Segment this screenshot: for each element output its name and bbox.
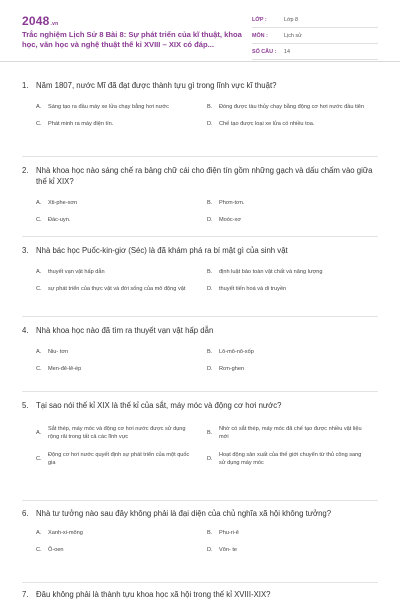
option-letter: A. xyxy=(36,348,42,355)
option-d[interactable] xyxy=(207,360,378,377)
option-text: Đác-uyn. xyxy=(48,216,71,223)
option-d[interactable] xyxy=(207,447,378,470)
option-text: Moóc-xơ xyxy=(219,216,242,223)
option-text: Sáng tạo ra đầu máy xe lửa chạy bằng hơi nước xyxy=(48,103,169,110)
question-1 xyxy=(22,80,378,132)
meta-label: SỐ CÂU : xyxy=(252,48,277,55)
meta-value: Lịch sử xyxy=(284,32,302,39)
question-3 xyxy=(22,245,378,297)
option-b[interactable] xyxy=(207,263,378,280)
option-a[interactable] xyxy=(36,343,207,360)
divider xyxy=(22,391,378,392)
option-c[interactable] xyxy=(36,280,207,297)
meta-value: Lớp 8 xyxy=(284,16,299,23)
option-d[interactable] xyxy=(207,280,378,297)
option-text: Xanh-xi-mông xyxy=(48,529,83,536)
site-logo[interactable] xyxy=(22,14,58,28)
question-text: Nhà tư tưởng nào sau đây không phải là đại diện của chủ nghĩa xã hội không tưởng? xyxy=(36,509,332,518)
meta-row-class xyxy=(252,12,378,28)
option-letter: C. xyxy=(36,120,42,127)
option-text: Niu- tơn xyxy=(48,348,69,355)
question-number: 3. xyxy=(22,246,29,255)
option-c[interactable] xyxy=(36,541,207,558)
question-text: Năm 1807, nước Mĩ đã đạt được thành tựu gì trong lĩnh vực kĩ thuật? xyxy=(36,81,277,90)
option-text: Vôn- te xyxy=(219,546,238,553)
option-letter: B. xyxy=(207,348,213,355)
question-number: 6. xyxy=(22,509,29,518)
option-letter: A. xyxy=(36,429,42,436)
option-d[interactable] xyxy=(207,211,378,228)
question-number: 7. xyxy=(22,590,29,599)
option-letter: D. xyxy=(207,216,213,223)
question-number: 2. xyxy=(22,166,29,175)
option-letter: B. xyxy=(207,268,213,275)
option-letter: D. xyxy=(207,365,213,372)
option-c[interactable] xyxy=(36,115,207,132)
question-text: Tại sao nói thế kỉ XIX là thế kỉ của sắt, máy móc và động cơ hơi nước? xyxy=(36,401,282,410)
option-text: Phát minh ra máy điện tín. xyxy=(48,120,114,127)
option-letter: C. xyxy=(36,365,42,372)
option-letter: A. xyxy=(36,268,42,275)
option-text: Phu-ri-ê xyxy=(219,529,239,536)
divider xyxy=(22,582,378,583)
option-text: Xti-phe-xơn xyxy=(48,199,78,206)
option-letter: D. xyxy=(207,120,213,127)
option-letter: C. xyxy=(36,546,42,553)
option-letter: D. xyxy=(207,455,213,462)
question-number: 4. xyxy=(22,326,29,335)
divider xyxy=(22,500,378,501)
option-text: Men-đê-lê-ép xyxy=(48,365,82,372)
option-text: thuyết tiến hoá và di truyền xyxy=(219,285,287,292)
meta-row-subject xyxy=(252,28,378,44)
divider xyxy=(22,316,378,317)
option-c[interactable] xyxy=(36,447,207,470)
option-c[interactable] xyxy=(36,211,207,228)
meta-value: 14 xyxy=(284,48,290,55)
divider xyxy=(22,236,378,237)
option-d[interactable] xyxy=(207,115,378,132)
page-header xyxy=(0,0,400,62)
option-letter: B. xyxy=(207,429,213,436)
question-text: Nhà khoa học nào sáng chế ra bảng chữ cái cho điện tín gồm những gạch và dấu chấm vào giữa thế kỉ XIX? xyxy=(36,166,373,186)
option-a[interactable] xyxy=(36,194,207,211)
option-text: thuyết vạn vật hấp dẫn xyxy=(48,268,105,275)
question-text: Đâu không phải là thành tựu khoa học xã hội trong thế kỉ XVIII-XIX? xyxy=(36,590,271,599)
options-list xyxy=(36,343,378,377)
option-letter: A. xyxy=(36,199,42,206)
option-c[interactable] xyxy=(36,360,207,377)
option-letter: A. xyxy=(36,529,42,536)
question-4 xyxy=(22,325,378,377)
option-b[interactable] xyxy=(207,98,378,115)
option-a[interactable] xyxy=(36,524,207,541)
option-letter: D. xyxy=(207,546,213,553)
option-b[interactable] xyxy=(207,418,378,447)
option-text: Nhờ có sắt thép, máy móc đã chế tạo được nhiều vật liệu mới xyxy=(219,425,362,440)
meta-row-count xyxy=(252,44,378,60)
option-text: Lô-mô-nô-xốp xyxy=(219,348,254,355)
question-number: 5. xyxy=(22,401,29,410)
question-7 xyxy=(22,589,378,600)
option-text: Hoạt động sản xuất của thế giới chuyển từ thủ công sang sử dụng máy móc xyxy=(219,451,362,466)
option-a[interactable] xyxy=(36,263,207,280)
option-b[interactable] xyxy=(207,194,378,211)
option-text: Động cơ hơi nước quyết định sự phát triển của một quốc gia xyxy=(48,451,190,466)
options-list xyxy=(36,98,378,132)
options-list xyxy=(36,418,378,470)
option-letter: B. xyxy=(207,199,213,206)
option-letter: B. xyxy=(207,103,213,110)
divider xyxy=(22,156,378,157)
options-list xyxy=(36,194,378,228)
logo-text: 2048 xyxy=(22,14,50,28)
logo-suffix: .vn xyxy=(50,21,59,27)
meta-label: LỚP : xyxy=(252,16,267,23)
option-text: định luật bảo toàn vật chất và năng lượng xyxy=(219,268,323,275)
meta-info xyxy=(252,12,378,60)
option-text: Rơn-ghen xyxy=(219,365,245,372)
option-text: Chế tạo được loại xe lửa có nhiều toa. xyxy=(219,120,315,127)
question-text: Nhà khoa học nào đã tìm ra thuyết vạn vật hấp dẫn xyxy=(36,326,214,335)
option-a[interactable] xyxy=(36,418,207,447)
question-2 xyxy=(22,165,378,228)
page-title: Trắc nghiệm Lịch Sử 8 Bài 8: Sự phát triển của kĩ thuật, khoa học, văn học và nghệ thuật thế kỉ XVIII – XIX có đáp... xyxy=(22,30,242,49)
options-list xyxy=(36,524,378,558)
option-letter: C. xyxy=(36,216,42,223)
option-b[interactable] xyxy=(207,524,378,541)
option-letter: C. xyxy=(36,455,42,462)
options-list xyxy=(36,263,378,297)
option-letter: B. xyxy=(207,529,213,536)
question-6 xyxy=(22,508,378,558)
question-5 xyxy=(22,400,378,470)
question-text: Nhà bác học Puốc-kin-giơ (Séc) là đã khám phá ra bí mật gì của sinh vật xyxy=(36,246,288,255)
option-text: Đóng được tàu thủy chạy bằng động cơ hơi nước đầu tiên xyxy=(219,103,365,110)
question-number: 1. xyxy=(22,81,29,90)
option-letter: A. xyxy=(36,103,42,110)
option-letter: C. xyxy=(36,285,42,292)
option-a[interactable] xyxy=(36,98,207,115)
option-letter: D. xyxy=(207,285,213,292)
option-text: Phơn-tơn. xyxy=(219,199,245,206)
option-d[interactable] xyxy=(207,541,378,558)
option-text: sự phát triển của thực vật và đời sống của mô động vật xyxy=(48,285,186,292)
option-b[interactable] xyxy=(207,343,378,360)
option-text: Ô-oen xyxy=(48,546,64,553)
meta-label: MÔN : xyxy=(252,32,268,39)
option-text: Sắt thép, máy móc và động cơ hơi nước được sử dụng rộng rãi trong tất cả các lĩnh vực xyxy=(48,425,186,440)
